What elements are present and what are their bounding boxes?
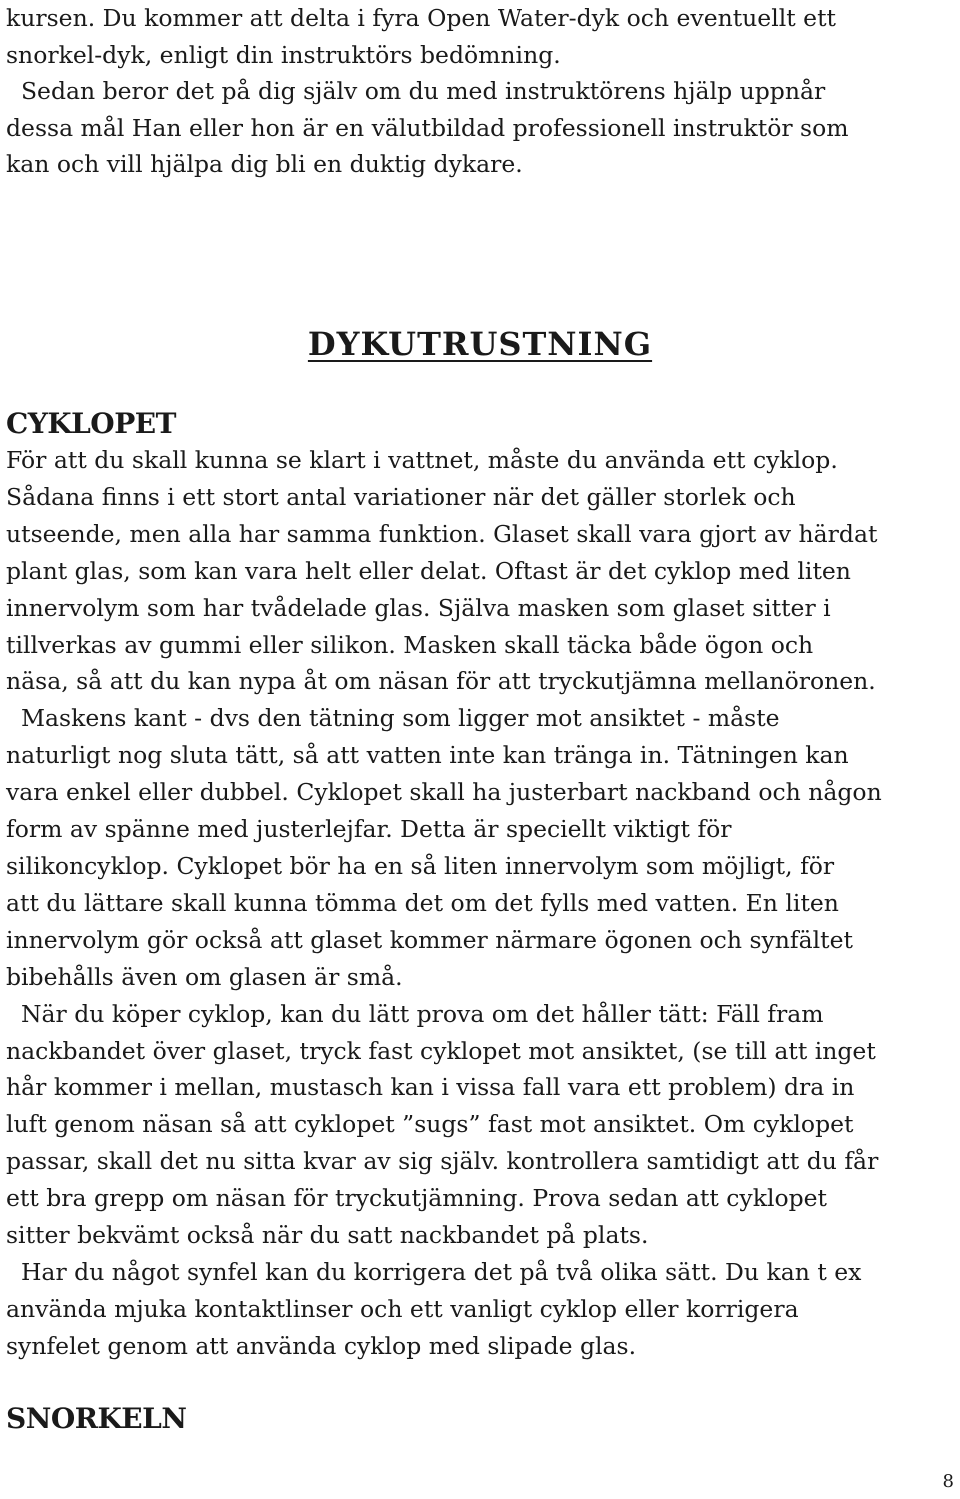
section-heading-cyklopet: CYKLOPET (6, 407, 176, 440)
main-heading-text: DYKUTRUSTNING (307, 325, 653, 363)
intro-paragraph (6, 0, 956, 183)
text-line: passar, skall det nu sitta kvar av sig själv. kontrollera samtidigt att du får (6, 1147, 879, 1176)
text-line: För att du skall kunna se klart i vattnet, måste du använda ett cyklop. (6, 446, 838, 474)
text-line: att du lättare skall kunna tömma det om det fylls med vatten. En liten (6, 888, 839, 917)
text-line: kan och vill hjälpa dig bli en duktig dykare. (6, 150, 523, 178)
text-line: använda mjuka kontaktlinser och ett vanligt cyklop eller korrigera (6, 1294, 799, 1323)
text-line: sitter bekvämt också när du satt nackbandet på plats. (6, 1221, 649, 1250)
cyklopet-body (6, 442, 956, 1365)
text-line: bibehålls även om glasen är små. (6, 962, 403, 991)
text-line: Sådana finns i ett stort antal variationer när det gäller storlek och (6, 482, 796, 511)
text-line: synfelet genom att använda cyklop med slipade glas. (6, 1331, 637, 1360)
section-heading-snorkeln: SNORKELN (6, 1402, 187, 1435)
text-line: Har du något synfel kan du korrigera det på två olika sätt. Du kan t ex (6, 1257, 862, 1286)
text-line: När du köper cyklop, kan du lätt prova om det håller tätt: Fäll fram (6, 999, 824, 1028)
text-line: plant glas, som kan vara helt eller delat. Oftast är det cyklop med liten (6, 556, 851, 585)
text-line: kursen. Du kommer att delta i fyra Open Water-dyk och eventuellt ett (6, 4, 836, 32)
main-heading (0, 322, 960, 366)
text-line: Sedan beror det på dig själv om du med instruktörens hjälp uppnår (6, 77, 826, 105)
page-number: 8 (942, 1471, 954, 1492)
text-line: vara enkel eller dubbel. Cyklopet skall ha justerbart nackband och någon (6, 778, 882, 807)
text-line: ett bra grepp om näsan för tryckutjämning. Prova sedan att cyklopet (6, 1184, 827, 1213)
text-line: tillverkas av gummi eller silikon. Masken skall täcka både ögon och (6, 630, 814, 659)
text-line: näsa, så att du kan nypa åt om näsan för att tryckutjämna mellanöronen. (6, 667, 876, 696)
text-line: hår kommer i mellan, mustasch kan i vissa fall vara ett problem) dra in (6, 1073, 855, 1102)
text-line: snorkel-dyk, enligt din instruktörs bedömning. (6, 40, 561, 69)
text-line: form av spänne med justerlejfar. Detta är speciellt viktigt för (6, 815, 732, 844)
text-line: innervolym som har tvådelade glas. Själva masken som glaset sitter i (6, 593, 831, 622)
text-line: nackbandet över glaset, tryck fast cyklopet mot ansiktet, (se till att inget (6, 1036, 876, 1065)
text-line: innervolym gör också att glaset kommer närmare ögonen och synfältet (6, 925, 853, 954)
text-line: Maskens kant - dvs den tätning som ligger mot ansiktet - måste (6, 704, 780, 733)
text-line: naturligt nog sluta tätt, så att vatten inte kan tränga in. Tätningen kan (6, 741, 849, 770)
text-line: luft genom näsan så att cyklopet ”sugs” fast mot ansiktet. Om cyklopet (6, 1110, 854, 1139)
text-line: silikoncyklop. Cyklopet bör ha en så liten innervolym som möjligt, för (6, 851, 835, 880)
text-line: utseende, men alla har samma funktion. Glaset skall vara gjort av härdat (6, 519, 878, 548)
text-line: dessa mål Han eller hon är en välutbildad professionell instruktör som (6, 113, 849, 142)
